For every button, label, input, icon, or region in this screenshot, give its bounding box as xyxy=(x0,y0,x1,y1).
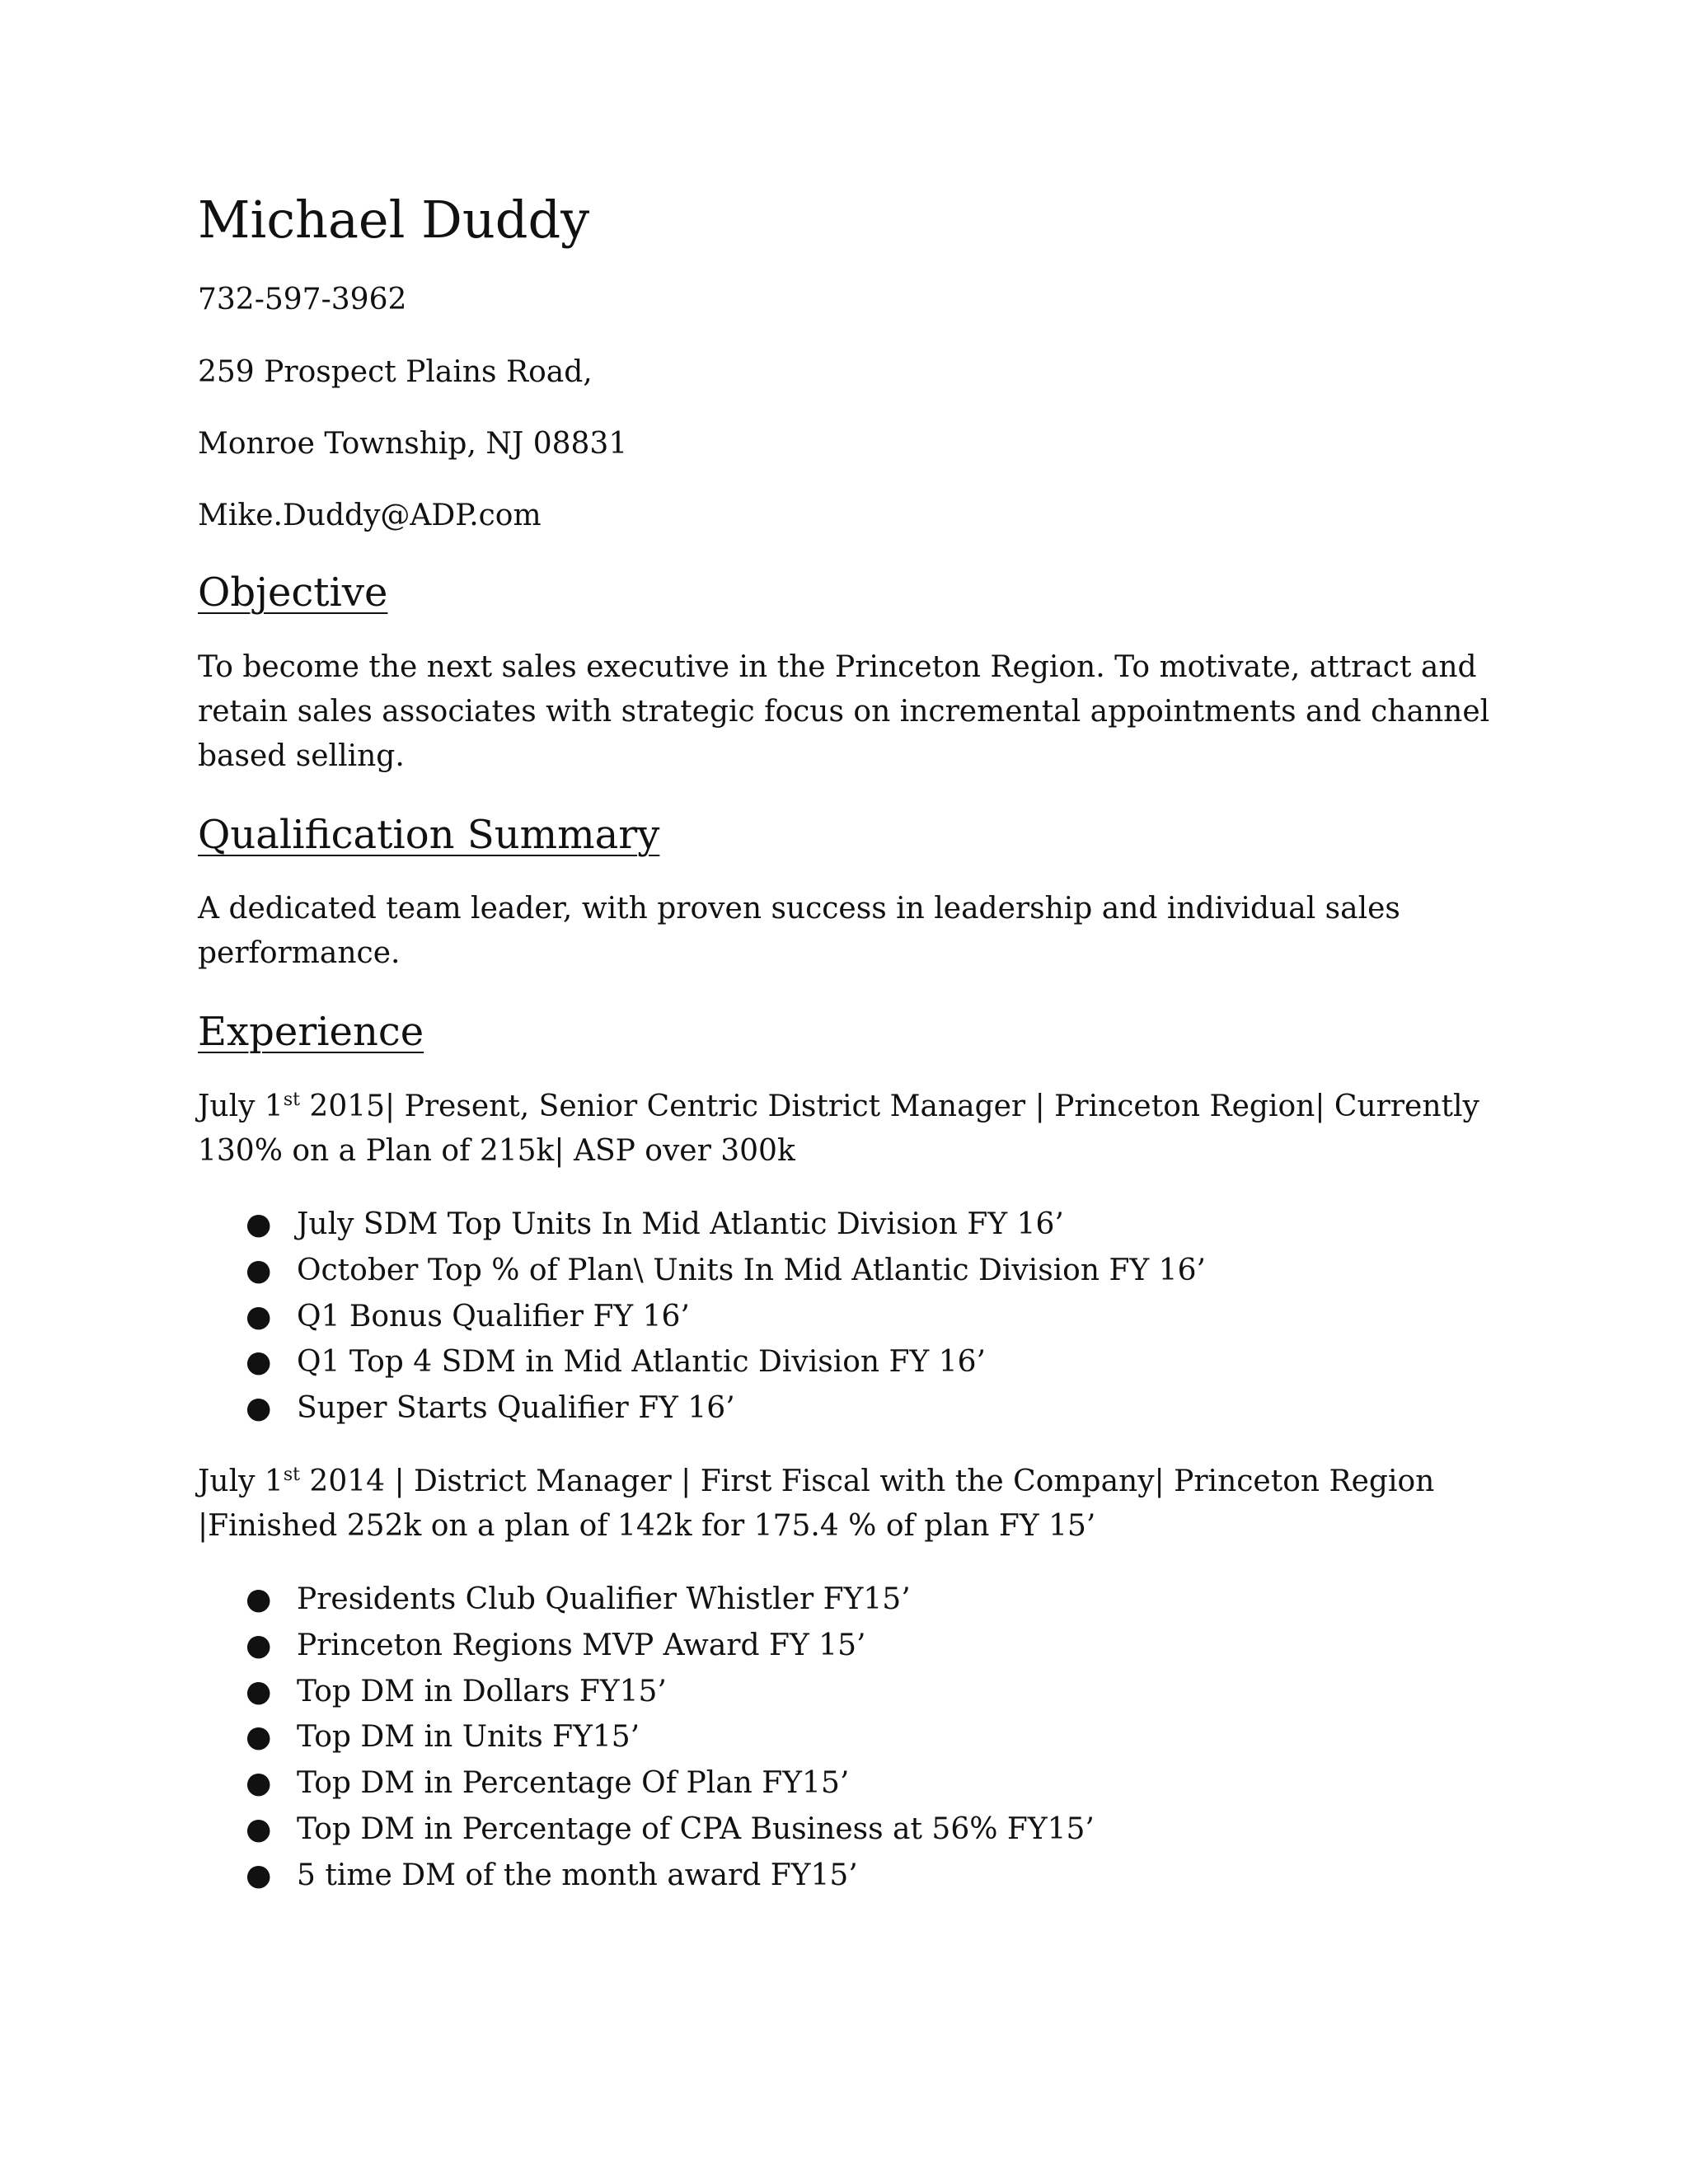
achievement-item xyxy=(198,1714,1500,1760)
achievement-item xyxy=(198,1339,1500,1385)
achievement-item xyxy=(198,1669,1500,1715)
job-heading-text: 2015| Present, Senior Centric District Manager | Princeton Region| Currently 130% on a Plan of 215k| ASP over 300k xyxy=(198,1089,1479,1168)
achievement-item xyxy=(198,1385,1500,1432)
bullet-icon: ● xyxy=(246,1858,272,1892)
achievement-text: Top DM in Units FY15’ xyxy=(297,1720,640,1755)
achievement-item xyxy=(198,1807,1500,1853)
job-heading xyxy=(198,1460,1500,1549)
achievement-item xyxy=(198,1623,1500,1669)
achievement-item xyxy=(198,1248,1500,1294)
address-line-1: 259 Prospect Plains Road, xyxy=(198,354,593,389)
objective-text: To become the next sales executive in the Princeton Region. To motivate, attract and retain sales associates with strategic focus on incremental appointments and channel based selling. xyxy=(198,649,1490,773)
bullet-icon: ● xyxy=(246,1674,272,1708)
job-heading-text: 2014 | District Manager | First Fiscal with the Company| Princeton Region |Finished 252k on a plan of 142k for 175.4 % of plan FY 15’ xyxy=(198,1464,1435,1543)
job-date-superscript: st xyxy=(283,1089,300,1110)
job-date-prefix: July 1 xyxy=(198,1464,284,1498)
job-heading xyxy=(198,1085,1500,1174)
achievement-text: July SDM Top Units In Mid Atlantic Division FY 16’ xyxy=(297,1207,1064,1241)
bullet-icon: ● xyxy=(246,1720,272,1755)
address-line-2: Monroe Township, NJ 08831 xyxy=(198,426,628,461)
achievement-item xyxy=(198,1577,1500,1623)
achievement-text: Princeton Regions MVP Award FY 15’ xyxy=(297,1628,866,1662)
bullet-icon: ● xyxy=(246,1391,272,1426)
achievement-text: Presidents Club Qualifier Whistler FY15’ xyxy=(297,1582,911,1616)
achievement-text: Top DM in Percentage Of Plan FY15’ xyxy=(297,1766,850,1801)
experience-heading: Experience xyxy=(198,1009,424,1056)
bullet-icon: ● xyxy=(246,1766,272,1801)
bullet-icon: ● xyxy=(246,1207,272,1241)
achievement-text: Top DM in Dollars FY15’ xyxy=(297,1674,667,1708)
objective-heading: Objective xyxy=(198,569,388,616)
achievement-item xyxy=(198,1202,1500,1248)
achievement-item xyxy=(198,1760,1500,1807)
achievement-item xyxy=(198,1853,1500,1899)
bullet-icon: ● xyxy=(246,1811,272,1846)
job-entry xyxy=(198,1085,1500,1432)
achievement-item xyxy=(198,1294,1500,1340)
achievement-text: October Top % of Plan\ Units In Mid Atlantic Division FY 16’ xyxy=(297,1253,1206,1287)
achievement-list xyxy=(198,1577,1500,1899)
qualification-heading: Qualification Summary xyxy=(198,811,660,858)
achievement-text: Q1 Bonus Qualifier FY 16’ xyxy=(297,1299,690,1333)
job-date-superscript: st xyxy=(283,1464,300,1485)
resume-name: Michael Duddy xyxy=(198,190,590,250)
achievement-text: 5 time DM of the month award FY15’ xyxy=(297,1858,858,1892)
email-address: Mike.Duddy@ADP.com xyxy=(198,498,542,532)
job-date-prefix: July 1 xyxy=(198,1089,284,1123)
resume-page xyxy=(198,190,1500,1926)
qualification-text: A dedicated team leader, with proven success in leadership and individual sales performance. xyxy=(198,892,1400,971)
job-entry xyxy=(198,1460,1500,1899)
achievement-text: Top DM in Percentage of CPA Business at 56% FY15’ xyxy=(297,1811,1095,1846)
bullet-icon: ● xyxy=(246,1299,272,1333)
achievement-list xyxy=(198,1202,1500,1432)
achievement-text: Super Starts Qualifier FY 16’ xyxy=(297,1391,735,1426)
achievement-text: Q1 Top 4 SDM in Mid Atlantic Division FY 16’ xyxy=(297,1345,986,1380)
bullet-icon: ● xyxy=(246,1628,272,1662)
bullet-icon: ● xyxy=(246,1582,272,1616)
bullet-icon: ● xyxy=(246,1253,272,1287)
bullet-icon: ● xyxy=(246,1345,272,1380)
phone-number: 732-597-3962 xyxy=(198,283,407,317)
